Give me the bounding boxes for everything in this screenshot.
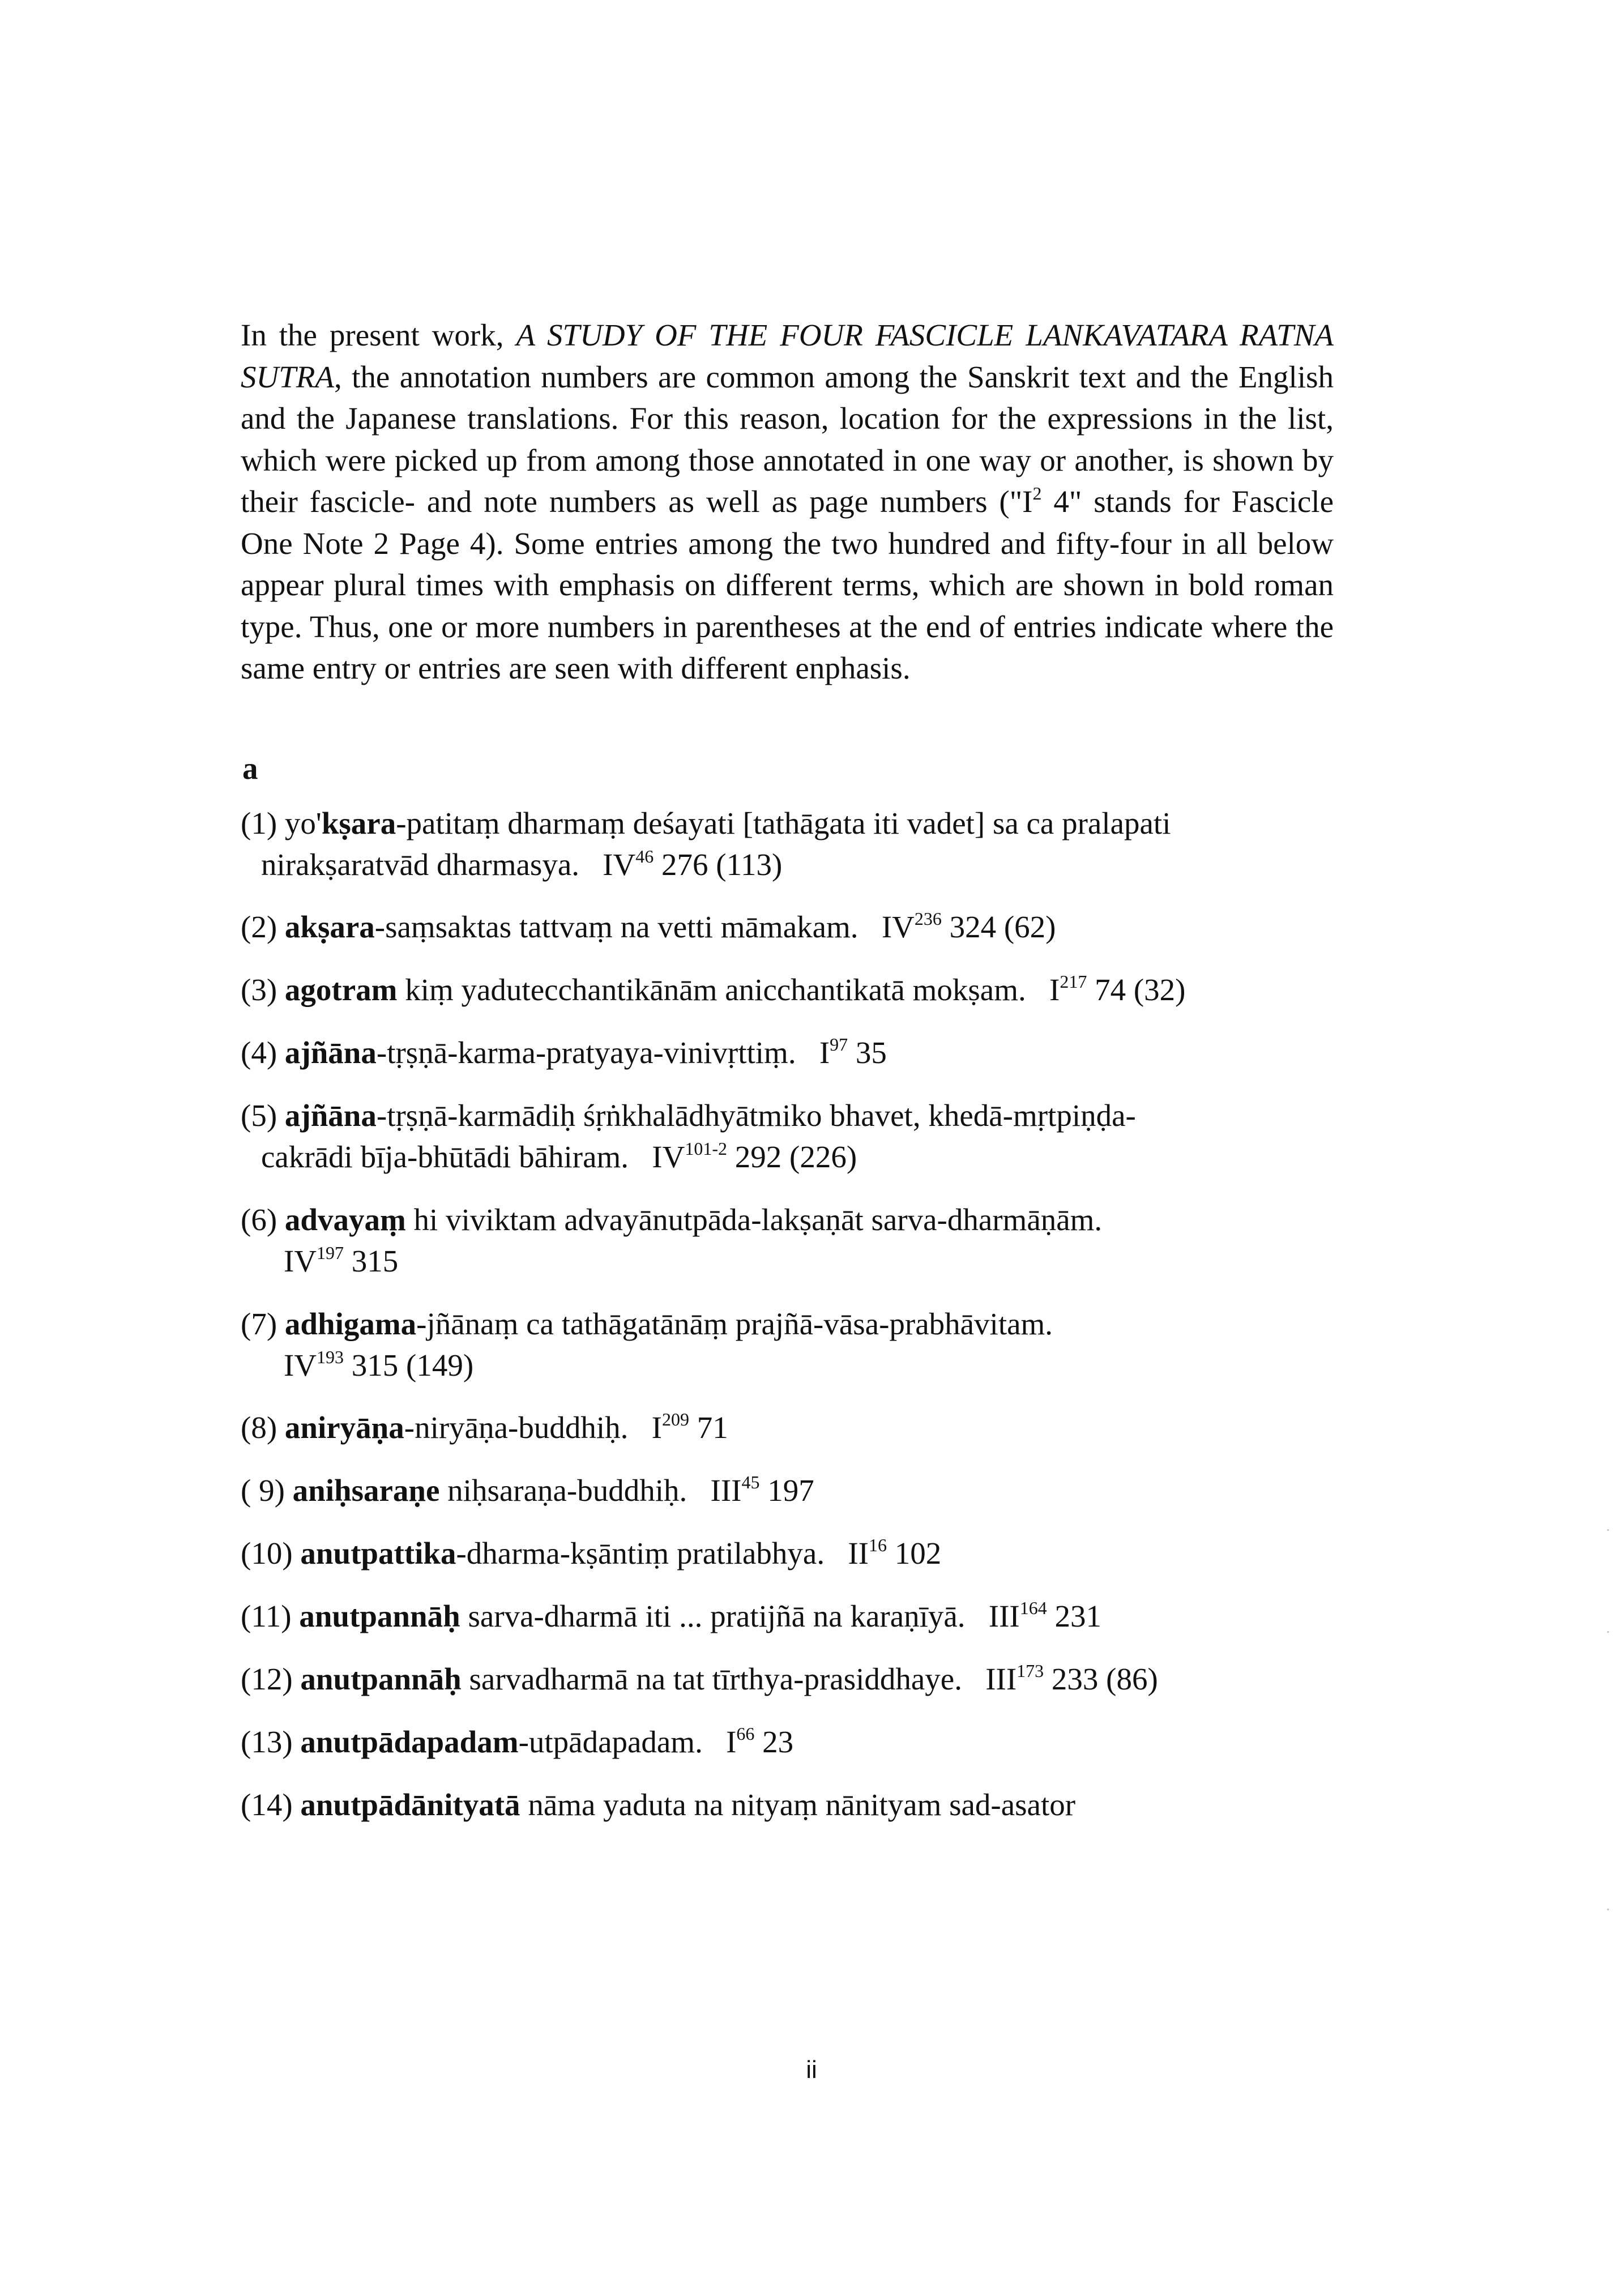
entry-ref-fascicle: I xyxy=(1049,972,1060,1007)
entry-emphasis: anutpattika xyxy=(300,1536,456,1571)
entry-text: -saṃsaktas tattvaṃ na vetti māmakam. xyxy=(374,910,859,944)
entry-text: -tṛṣṇā-karmādiḥ śṛṅkhalādhyātmiko bhavet, khedā-mṛtpiṇḍa- xyxy=(376,1098,1136,1133)
intro-paragraph xyxy=(241,314,1334,689)
intro-superscript: 2 xyxy=(1032,483,1042,503)
list-item xyxy=(241,906,1354,948)
intro-text-1: In the present work, xyxy=(241,318,516,352)
entry-ref-page: 71 xyxy=(697,1410,728,1445)
entry-ref-page: 23 xyxy=(762,1725,794,1759)
entry-ref-note: 193 xyxy=(317,1347,344,1367)
entry-number: (12) xyxy=(241,1662,301,1696)
entry-emphasis: ajñāna xyxy=(284,1098,377,1133)
entry-prefix: yo' xyxy=(284,806,322,840)
entry-emphasis: kṣara xyxy=(321,806,396,840)
entry-ref-page: 276 (113) xyxy=(661,847,783,882)
entry-ref-fascicle: IV xyxy=(603,847,636,882)
entry-ref-fascicle: III xyxy=(988,1599,1020,1633)
entry-ref-note: 173 xyxy=(1016,1661,1044,1681)
entry-number: ( 9) xyxy=(241,1473,293,1508)
scan-speck xyxy=(1607,1909,1609,1910)
entry-ref-page: 197 xyxy=(767,1473,814,1508)
scan-speck xyxy=(1607,1631,1609,1633)
entry-emphasis: anutpādapadam xyxy=(300,1725,519,1759)
entry-ref-note: 101-2 xyxy=(685,1138,727,1159)
entry-number: (5) xyxy=(241,1098,285,1133)
entry-ref-page: 35 xyxy=(855,1035,887,1070)
page-number: ii xyxy=(806,2056,817,2084)
entry-number: (6) xyxy=(241,1202,285,1237)
entry-number: (1) xyxy=(241,806,285,840)
entry-ref-page: 74 (32) xyxy=(1095,972,1186,1007)
list-item xyxy=(241,1032,1354,1073)
entry-emphasis: akṣara xyxy=(284,910,375,944)
entry-emphasis: anutpādānityatā xyxy=(300,1787,520,1822)
entry-text: sarvadharmā na tat tīrthya-prasiddhaye. xyxy=(461,1662,962,1696)
entry-ref-note: 16 xyxy=(868,1535,887,1555)
entry-number: (7) xyxy=(241,1307,285,1341)
work-title: A STUDY OF THE FOUR FASCICLE LANKAVATARA RATNA SUTRA xyxy=(241,318,1334,394)
entry-number: (3) xyxy=(241,972,285,1007)
entry-text: -dharma-kṣāntiṃ pratilabhya. xyxy=(456,1536,825,1571)
entry-ref-note: 197 xyxy=(317,1243,344,1263)
entry-ref-fascicle: IV xyxy=(652,1140,685,1174)
list-item xyxy=(241,969,1354,1010)
list-item xyxy=(241,1658,1354,1700)
entry-ref-page: 233 (86) xyxy=(1051,1662,1158,1696)
entry-number: (8) xyxy=(241,1410,285,1445)
list-item xyxy=(241,1784,1354,1825)
list-item xyxy=(241,1533,1354,1574)
entry-text: sarva-dharmā iti ... pratijñā na karaṇīyā. xyxy=(460,1599,966,1633)
entry-ref-page: 102 xyxy=(894,1536,942,1571)
entry-ref-fascicle: I xyxy=(726,1725,737,1759)
entry-ref-note: 164 xyxy=(1019,1598,1047,1618)
list-item xyxy=(241,1407,1354,1448)
entry-text-line2: nirakṣaratvād dharmasya. xyxy=(261,847,579,882)
list-item xyxy=(241,803,1354,885)
entry-ref-page: 292 (226) xyxy=(734,1140,857,1174)
entry-text: -tṛṣṇā-karma-pratyaya-vinivṛttiṃ. xyxy=(376,1035,796,1070)
entry-ref-page: 324 (62) xyxy=(949,910,1056,944)
entry-emphasis: advayaṃ xyxy=(284,1202,406,1237)
entry-ref-note: 209 xyxy=(661,1409,689,1429)
entry-text: kiṃ yadutecchantikānām anicchantikatā mokṣam. xyxy=(397,972,1026,1007)
intro-text-2: , the annotation numbers are common among the Sanskrit text and the English and the Japanese translations. For this reason, location for the expressions in the list, which were picked up from among those annotated in one way or another, is shown by their fascicle- and note numbers as well as page numbers ("I xyxy=(241,359,1334,519)
section-letter: a xyxy=(242,751,258,786)
entry-ref-note: 217 xyxy=(1060,971,1087,992)
entry-number: (14) xyxy=(241,1787,301,1822)
entry-ref-note: 236 xyxy=(914,908,942,929)
entry-ref-note: 66 xyxy=(736,1723,755,1744)
list-item xyxy=(241,1470,1354,1511)
entry-ref-page: 315 xyxy=(351,1244,399,1278)
entry-ref-fascicle: IV xyxy=(284,1348,317,1382)
entry-ref-fascicle: IV xyxy=(881,910,915,944)
entry-text: hi viviktam advayānutpāda-lakṣaṇāt sarva-dharmāṇām. xyxy=(405,1202,1103,1237)
entry-text: nāma yaduta na nityaṃ nānityam sad-asator xyxy=(520,1787,1076,1822)
entry-text: -utpādapadam. xyxy=(518,1725,703,1759)
entry-number: (10) xyxy=(241,1536,301,1571)
entry-emphasis: aniḥsaraṇe xyxy=(292,1473,440,1508)
intro-text-3: 4" stands for Fascicle One Note 2 Page 4). Some entries among the two hundred and fifty-four in all below appear plural times with emphasis on different terms, which are shown in bold roman type. Thus, one or more numbers in parentheses at the end of entries indicate where the same entry or entries are seen with different enphasis. xyxy=(241,484,1334,685)
entry-ref-fascicle: IV xyxy=(284,1244,317,1278)
entry-text: niḥsaraṇa-buddhiḥ. xyxy=(439,1473,687,1508)
entry-ref-page: 315 (149) xyxy=(351,1348,474,1382)
entry-number: (13) xyxy=(241,1725,301,1759)
list-item xyxy=(241,1095,1354,1177)
entry-emphasis: anutpannāḥ xyxy=(299,1599,460,1633)
entry-ref-note: 97 xyxy=(830,1034,848,1055)
entry-text: -jñānaṃ ca tathāgatānāṃ prajñā-vāsa-prabhāvitam. xyxy=(416,1307,1053,1341)
list-item xyxy=(241,1721,1354,1762)
scan-speck xyxy=(1607,1529,1609,1531)
entry-ref-page: 231 xyxy=(1054,1599,1101,1633)
entry-ref-fascicle: I xyxy=(819,1035,830,1070)
entry-number: (2) xyxy=(241,910,285,944)
entry-number: (11) xyxy=(241,1599,300,1633)
entry-ref-fascicle: I xyxy=(651,1410,662,1445)
entry-ref-note: 45 xyxy=(741,1472,760,1492)
list-item xyxy=(241,1595,1354,1637)
entry-emphasis: ajñāna xyxy=(284,1035,377,1070)
entry-ref-fascicle: II xyxy=(848,1536,869,1571)
list-item xyxy=(241,1303,1354,1386)
entry-number: (4) xyxy=(241,1035,285,1070)
entry-emphasis: aniryāṇa xyxy=(284,1410,404,1445)
entry-emphasis: adhigama xyxy=(284,1307,417,1341)
entry-emphasis: agotram xyxy=(284,972,398,1007)
entry-ref-note: 46 xyxy=(635,846,654,867)
entry-emphasis: anutpannāḥ xyxy=(300,1662,462,1696)
entry-ref-fascicle: III xyxy=(710,1473,742,1508)
entry-ref-fascicle: III xyxy=(985,1662,1017,1696)
list-item xyxy=(241,1199,1354,1282)
entry-text: -patitaṃ dharmaṃ deśayati [tathāgata iti vadet] sa ca pralapati xyxy=(396,806,1171,840)
entry-text: -niryāṇa-buddhiḥ. xyxy=(404,1410,629,1445)
entry-text-line2: cakrādi bīja-bhūtādi bāhiram. xyxy=(261,1140,629,1174)
